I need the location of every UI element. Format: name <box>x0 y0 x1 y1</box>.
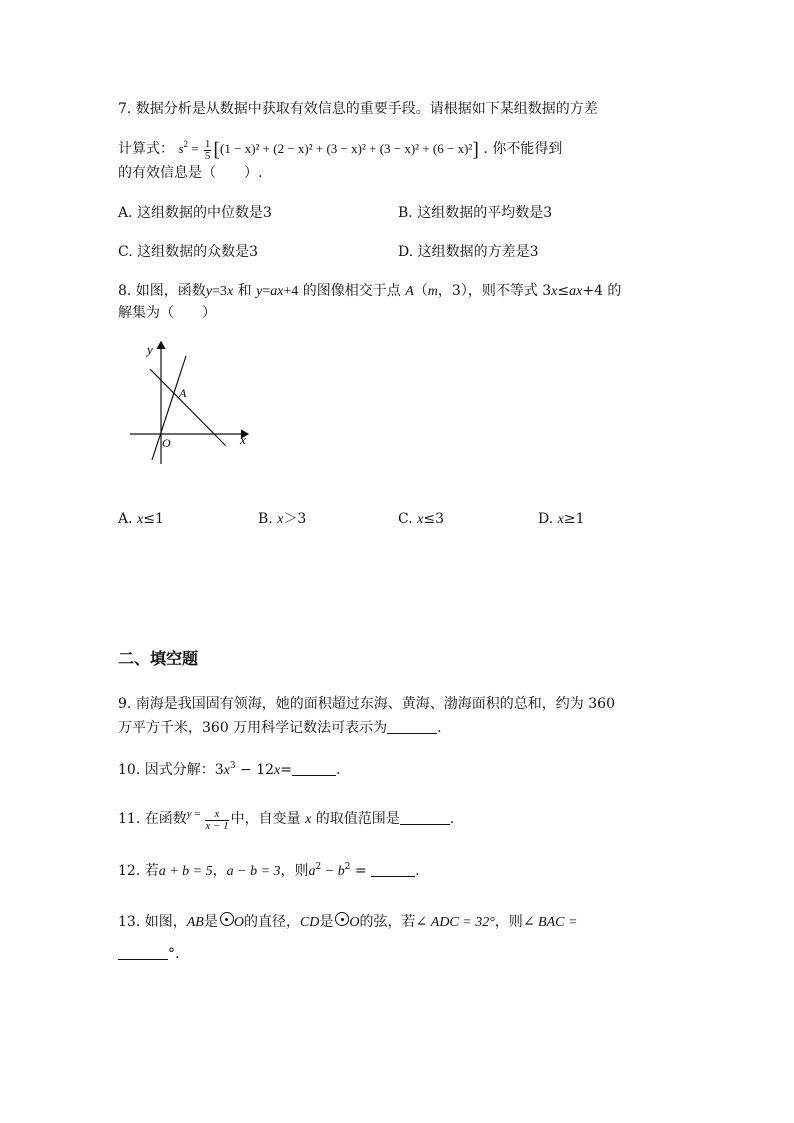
q7-option-b[interactable]: B. 这组数据的平均数是3 <box>398 205 553 221</box>
q8-f1-eq: =3 <box>212 284 227 299</box>
q12-answer-blank[interactable] <box>371 862 415 877</box>
q11-feq: = <box>191 808 204 820</box>
q11-prefix: 11. 在函数 <box>118 811 187 827</box>
q12-prefix: 12. 若 <box>118 863 159 879</box>
q13-cd: CD <box>299 915 320 930</box>
q10-exp: 3 <box>229 761 236 771</box>
q10-x1: x <box>223 763 230 778</box>
q12-mid: ，则 <box>280 863 309 879</box>
q13-t1: 是 <box>203 914 218 930</box>
q8-ineq-ax: ax <box>569 284 583 299</box>
q9-answer-blank[interactable] <box>387 719 437 734</box>
q7-line1: 7. 数据分析是从数据中获取有效信息的重要手段。请根据如下某组数据的方差 <box>118 101 598 117</box>
q11-answer-blank[interactable] <box>400 810 450 825</box>
q8-b-var: x <box>277 512 284 527</box>
q8-d-prefix: D. <box>538 511 558 527</box>
q8-f1-x: x <box>226 284 234 299</box>
q13-t4: 的弦，若 <box>359 914 416 930</box>
formula-s-exp: 2 <box>183 139 189 149</box>
q13-t5: ，则 <box>494 914 523 930</box>
q8-text-5: ，3），则不等式 3 <box>437 283 552 299</box>
formula-fraction <box>204 139 212 162</box>
q12-sep: ， <box>212 863 227 879</box>
q8-text-7: +4 的 <box>582 283 622 299</box>
q8-f1-y: y <box>205 284 213 299</box>
q8-ineq-le: ≤ <box>557 283 570 299</box>
q8-option-b[interactable] <box>258 509 306 530</box>
q11-mid: 中，自变量 <box>230 811 306 827</box>
q11-line <box>118 804 454 832</box>
q8-f2-eq: = <box>262 284 271 299</box>
q12-expr3-b: − b <box>321 864 345 879</box>
q12-expr3-eq: = <box>350 863 372 879</box>
q12-expr1: a + b = 5 <box>158 864 213 879</box>
q8-line1 <box>118 281 621 302</box>
q13-t2: 的直径， <box>243 914 300 930</box>
q11-function-formula <box>186 807 231 832</box>
q8-b-prefix: B. <box>258 511 278 527</box>
q11-end: . <box>449 811 455 827</box>
q8-point-m: m <box>427 284 438 299</box>
q8-a-prefix: A. <box>118 511 138 527</box>
q7-line2 <box>118 134 562 162</box>
q11-fy: y <box>186 808 192 820</box>
graph-x-label: x <box>240 432 246 447</box>
q8-f2-ax: ax <box>270 284 284 299</box>
q10-end: . <box>335 762 341 778</box>
q11-fden: x − 1 <box>205 819 229 832</box>
q10-x2: x <box>274 763 281 778</box>
q13-o2: O <box>349 915 360 930</box>
q13-line1 <box>118 912 577 933</box>
q9-line2-text: 万平方千米，360 万用科学记数法可表示为 <box>118 720 388 736</box>
formula-eq: = <box>188 141 202 156</box>
q7-line2-suffix: . 你不能得到 <box>483 141 563 157</box>
formula-s: s <box>178 141 184 156</box>
q13-ab: AB <box>186 915 204 930</box>
q8-text-2: 和 <box>233 283 257 299</box>
left-bracket: [ <box>213 139 221 161</box>
q12-line <box>118 857 420 882</box>
q7-option-a[interactable]: A. 这组数据的中位数是3 <box>118 205 272 221</box>
q10-prefix: 10. 因式分解：3 <box>118 762 224 778</box>
q7-option-c[interactable]: C. 这组数据的众数是3 <box>118 244 259 260</box>
q8-line2: 解集为（ ） <box>118 305 216 321</box>
q13-answer-blank[interactable] <box>118 945 168 960</box>
right-bracket: ] <box>472 139 479 161</box>
q8-d-var: x <box>557 512 564 527</box>
q8-text-3: 的图像相交于点 <box>298 283 406 299</box>
q8-c-var: x <box>417 512 424 527</box>
graph-origin-label: O <box>162 436 171 450</box>
graph-point-a-label: A <box>179 386 187 400</box>
q11-fnum: x <box>205 809 228 821</box>
circle-dot-icon <box>220 912 234 926</box>
q9-line2 <box>118 718 442 738</box>
q8-option-c[interactable] <box>398 509 444 530</box>
q8-c-rest: ≤3 <box>423 511 444 527</box>
q13-angle1: ∠ ADC = 32° <box>415 915 495 930</box>
q10-line <box>118 756 340 781</box>
q8-point-a: A <box>405 284 414 299</box>
q10-answer-blank[interactable] <box>292 761 336 776</box>
variance-formula <box>178 137 479 162</box>
q12-expr3-a-exp: 2 <box>315 862 322 872</box>
q8-a-var: x <box>137 512 144 527</box>
section-title: 二、填空题 <box>118 649 199 668</box>
circle-dot-icon <box>335 912 349 926</box>
q7-option-d[interactable]: D. 这组数据的方差是3 <box>398 244 539 260</box>
q12-expr3-b-exp: 2 <box>344 862 351 872</box>
graph-y-label: y <box>147 342 153 357</box>
q8-f2-y: y <box>256 284 263 299</box>
q13-t3: 是 <box>319 914 334 930</box>
q12-expr3-a: a <box>308 864 316 879</box>
q13-angle2: ∠ BAC = <box>522 915 578 930</box>
q9-line2-end: . <box>437 720 442 736</box>
q8-b-rest: ＞3 <box>283 511 307 527</box>
q11-var: x <box>305 812 312 827</box>
q7-line3: 的有效信息是（ ）. <box>118 165 263 181</box>
q11-fraction <box>205 809 228 832</box>
q8-graph <box>124 336 254 468</box>
q8-option-a[interactable] <box>118 509 164 530</box>
q12-end: . <box>415 863 420 879</box>
q8-ineq-x: x <box>551 284 558 299</box>
formula-frac-num: 1 <box>204 137 211 150</box>
q10-eq: = <box>280 762 292 778</box>
q8-option-d[interactable] <box>538 509 585 530</box>
q8-f2-plus4: +4 <box>283 284 299 299</box>
q13-line2-end: °. <box>168 946 180 962</box>
q7-formula-label: 计算式： <box>118 141 174 157</box>
q12-expr2: a − b = 3 <box>226 864 281 879</box>
q13-o1: O <box>233 915 244 930</box>
q10-mid: − 12 <box>235 762 275 778</box>
q8-text-1: 8. 如图，函数 <box>118 283 206 299</box>
formula-body: (1 − x)² + (2 − x)² + (3 − x)² + (3 − x)² + (6 − x)² <box>220 141 473 156</box>
q9-line1: 9. 南海是我国固有领海，她的面积超过东海、黄海、渤海面积的总和，约为 360 <box>118 696 615 712</box>
q11-rest: 的取值范围是 <box>311 811 400 827</box>
q8-text-4: （ <box>413 283 428 299</box>
formula-frac-den: 5 <box>204 149 211 162</box>
q8-c-prefix: C. <box>398 511 418 527</box>
q13-line2 <box>118 944 179 964</box>
q13-prefix: 13. 如图， <box>118 914 187 930</box>
q8-d-rest: ≥1 <box>563 511 585 527</box>
q8-a-rest: ≤1 <box>143 511 164 527</box>
